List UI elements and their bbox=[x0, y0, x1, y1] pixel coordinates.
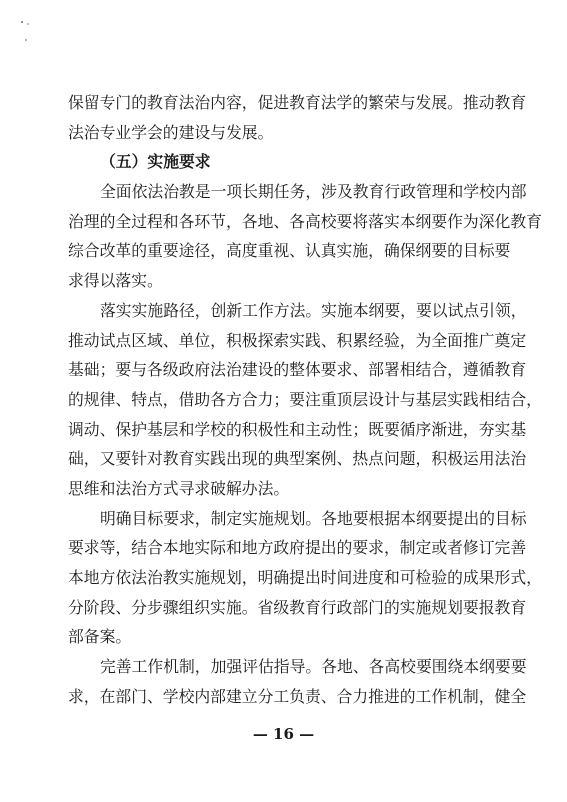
body-line: 要求等，结合本地实际和地方政府提出的要求，制定或者修订完善 bbox=[68, 538, 527, 558]
body-line: 分阶段、分步骤组织实施。省级教育行政部门的实施规划要报教育 bbox=[68, 597, 527, 617]
body-line: 求得以落实。 bbox=[68, 271, 163, 291]
body-line: 基础；要与各级政府法治建设的整体要求、部署相结合，遵循教育 bbox=[68, 360, 527, 380]
body-line: 思维和法治方式寻求破解办法。 bbox=[68, 478, 290, 498]
body-line: 治理的全过程和各环节，各地、各高校要将落实本纲要作为深化教育 bbox=[68, 211, 542, 231]
scan-speck bbox=[12, 14, 42, 54]
body-line: 的规律、特点，借助各方合力；要注重顶层设计与基层实践相结合， bbox=[68, 389, 542, 409]
section-heading: （五）实施要求 bbox=[100, 152, 211, 172]
body-line: 本地方依法治教实施规划，明确提出时间进度和可检验的成果形式， bbox=[68, 568, 542, 587]
body-line: 落实实施路径，创新工作方法。实施本纲要，要以试点引领， bbox=[100, 300, 527, 320]
body-line: 保留专门的教育法治内容，促进教育法学的繁荣与发展。推动教育 bbox=[68, 93, 527, 112]
body-line: 础，又要针对教育实践出现的典型案例、热点问题，积极运用法治 bbox=[68, 449, 527, 469]
page-number: — 16 — bbox=[252, 725, 315, 743]
body-line: 求，在部门、学校内部建立分工负责、合力推进的工作机制，健全 bbox=[68, 686, 527, 706]
body-line: 调动、保护基层和学校的积极性和主动性；既要循序渐进，夯实基 bbox=[68, 419, 527, 439]
body-line: 综合改革的重要途径，高度重视、认真实施，确保纲要的目标要 bbox=[68, 241, 511, 261]
body-line: 完善工作机制，加强评估指导。各地、各高校要围绕本纲要要 bbox=[100, 657, 527, 677]
body-line: 明确目标要求，制定实施规划。各地要根据本纲要提出的目标 bbox=[100, 508, 527, 528]
body-line: 推动试点区域、单位，积极探索实践、积累经验，为全面推广奠定 bbox=[68, 330, 527, 350]
document-body bbox=[68, 88, 542, 711]
body-line: 法治专业学会的建设与发展。 bbox=[68, 122, 274, 142]
body-line: 全面依法治教是一项长期任务，涉及教育行政管理和学校内部 bbox=[100, 182, 527, 202]
body-line: 部备案。 bbox=[68, 627, 132, 647]
